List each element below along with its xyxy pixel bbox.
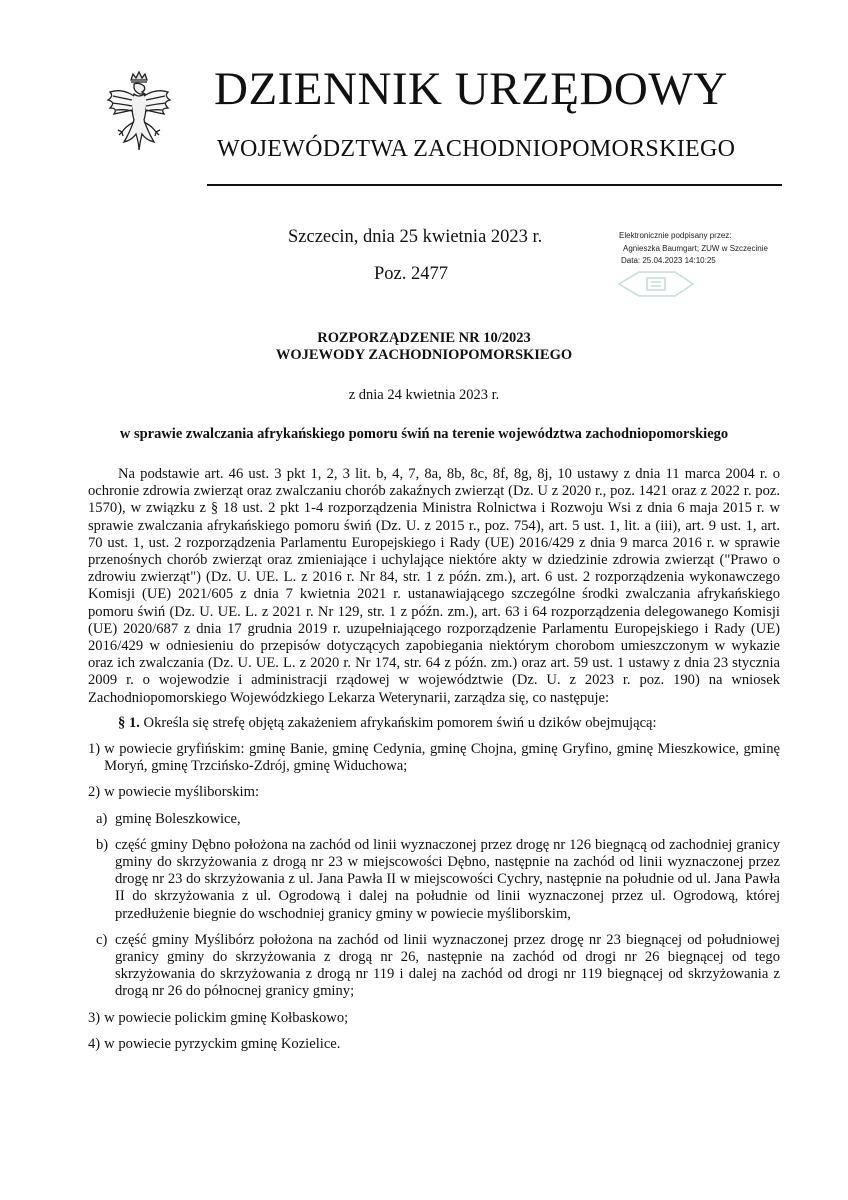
sub-item [96, 932, 780, 1001]
sub-item-letter: b) [96, 836, 109, 853]
list-item-text: w powiecie myśliborskim: [104, 784, 260, 801]
regulation-date: z dnia 24 kwietnia 2023 r. [348, 387, 500, 403]
list-item-number: 1) [88, 741, 101, 758]
sub-item [96, 837, 780, 923]
sub-item-text: gminę Boleszkowice, [115, 810, 241, 827]
sub-item-text: część gminy Myślibórz położona na zachód od linii wyznaczonej przez drogę nr 23 biegnącej od południowej granicy gminy do skrzyżowania z drogą nr 26, następnie na zachód od drogi nr 26 biegnącej od tego skrzyżowania do skrzyżowania z drogą nr 119 i dalej na zachód od drogi nr 119 biegnącej od skrzyżowania z drogą nr 26 do północnej granicy gminy; [115, 931, 780, 1000]
sub-item-letter: a) [96, 810, 108, 827]
document-body [88, 466, 780, 1053]
list-item-number: 2) [88, 784, 101, 801]
gazette-title: DZIENNIK URZĘDOWY [214, 63, 728, 115]
regulation-issuer: WOJEWODY ZACHODNIOPOMORSKIEGO [275, 347, 573, 363]
list-item [88, 784, 780, 801]
section-text: Określa się strefę objętą zakażeniem afrykańskim pomorem świń u dzików obejmującą: [143, 714, 657, 731]
signature-signer: Agnieszka Baumgart; ZUW w Szczecinie [623, 243, 768, 253]
list-item-number: 4) [88, 1035, 101, 1052]
list-item [88, 1010, 780, 1027]
section-mark: § 1. [118, 714, 140, 731]
legal-basis-preamble: Na podstawie art. 46 ust. 3 pkt 1, 2, 3 lit. b, 4, 7, 8a, 8b, 8c, 8f, 8g, 8j, 10 ustawy z dnia 11 marca 2004 r. o ochronie zdrowia zwierząt oraz zwalczaniu chorób zakaźnych zwierząt (Dz. U z 2020 r., poz. 1421 oraz z 2022 r. poz. 1570), w związku z § 18 ust. 2 pkt 1-4 rozporządzenia Ministra Rolnictwa i Rozwoju Wsi z dnia 6 maja 2015 r. w sprawie zwalczania afrykańskiego pomoru świń (Dz. U. z 2015 r., poz. 754), art. 5 ust. 1, lit. a (iii), art. 9 ust. 1, art. 70 ust. 1, ust. 2 rozporządzenia Parlamentu Europejskiego i Rady (UE) 2016/429 z dnia 9 marca 2016 r. w sprawie przenośnych chorób zwierząt oraz zmieniające i uchylające niektóre akty w dziedzinie zdrowia zwierząt ("Prawo o zdrowiu zwierząt") (Dz. U. UE. L. z 2016 r. Nr 84, str. 1 z późn. zm.), art. 6 ust. 2 rozporządzenia wykonawczego Komisji (UE) 2021/605 z dnia 7 kwietnia 2021 r. ustanawiającego szczególne środki zwalczania afrykańskiego pomoru świń (Dz. U. UE. L. z 2021 r. Nr 129, str. 1 z późn. zm.), art. 63 i 64 rozporządzenia delegowanego Komisji (UE) 2020/687 z dnia 17 grudnia 2019 r. uzupełniającego rozporządzenie Parlamentu Europejskiego i Rady (UE) 2016/429 w odniesieniu do przepisów dotyczących zapobiegania niektórym chorobom umieszczonym w wykazie oraz ich zwalczania (Dz. U. UE. L. z 2020 r. Nr 174, str. 64 z późn. zm.) oraz art. 59 ust. 1 ustawy z dnia 23 stycznia 2009 r. o wojewodzie i administracji rządowej w województwie (Dz. U. z 2023 r. poz. 190) na wniosek Zachodniopomorskiego Wojewódzkiego Lekarza Weterynarii, zarządza się, co następuje: [88, 466, 780, 706]
electronic-signature-block [619, 230, 768, 268]
list-item [88, 1036, 780, 1053]
dateline: Szczecin, dnia 25 kwietnia 2023 r. [288, 227, 543, 247]
signature-validation-logo-icon [617, 270, 695, 298]
regulation-subject: w sprawie zwalczania afrykańskiego pomoru świń na terenie województwa zachodniopomorskiego [119, 426, 729, 442]
list-item-number: 3) [88, 1009, 101, 1026]
header-divider [207, 184, 782, 186]
sub-item-text: część gminy Dębno położona na zachód od linii wyznaczonej przez drogę nr 126 biegnącą od zachodniej granicy gminy do skrzyżowania z drogą nr 23 w miejscowości Dębno, następnie na zachód od linii wyznaczonej przez drogę nr 23 do skrzyżowania z ul. Jana Pawła II w miejscowości Cychry, następnie na południe od ul. Jana Pawła II do skrzyżowania z ul. Ogrodową i dalej na południe od linii wyznaczonej przez ul. Ogrodową, której przedłużenie biegnie do wschodniej granicy gminy w powiecie myśliborskim, [115, 836, 780, 922]
sub-item-letter: c) [96, 931, 108, 948]
position-number: Poz. 2477 [374, 264, 448, 284]
regulation-title: ROZPORZĄDZENIE NR 10/2023 [317, 330, 531, 346]
list-item-text: w powiecie gryfińskim: gminę Banie, gminę Cedynia, gminę Chojna, gminę Gryfino, gminę Mieszkowice, gminę Moryń, gminę Trzcińsko-Zdrój, gminę Widuchowa; [104, 741, 780, 775]
polish-eagle-emblem-icon [104, 70, 174, 156]
list-item-text: w powiecie pyrzyckim gminę Kozielice. [104, 1035, 341, 1052]
list-item-text: w powiecie polickim gminę Kołbaskowo; [104, 1009, 349, 1026]
section-1 [88, 715, 780, 732]
list-item [88, 741, 780, 775]
sub-item [96, 811, 780, 828]
signature-date: Data: 25.04.2023 14:10:25 [621, 256, 716, 265]
signature-label: Elektronicznie podpisany przez: [619, 231, 732, 240]
gazette-subtitle: WOJEWÓDZTWA ZACHODNIOPOMORSKIEGO [217, 136, 736, 162]
